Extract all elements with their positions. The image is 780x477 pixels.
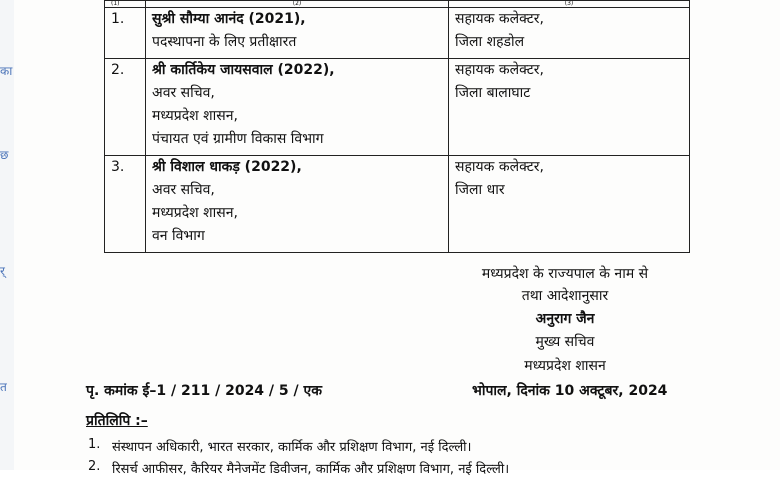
posting-district: जिला शहडोल bbox=[455, 34, 525, 50]
edge-fragment: त bbox=[0, 380, 7, 394]
copy-item-text: संस्थापन अधिकारी, भारत सरकार, कार्मिक और प्रशिक्षण विभाग, नई दिल्ली। bbox=[112, 440, 472, 455]
copy-list-item bbox=[88, 437, 472, 455]
serial-number: 1. bbox=[105, 8, 146, 59]
header-cell: (2) bbox=[146, 1, 449, 8]
officer-name: श्री कार्तिकेय जायसवाल (2022), bbox=[152, 62, 335, 78]
authority-line: तथा आदेशानुसार bbox=[521, 288, 609, 304]
posting-district: जिला बालाघाट bbox=[455, 85, 531, 101]
reference-number: पृ. कमांक ई–1 / 211 / 2024 / 5 / एक bbox=[86, 383, 323, 399]
edge-fragment: र् bbox=[0, 264, 5, 278]
posting-cell bbox=[449, 156, 690, 253]
officer-cell bbox=[146, 8, 449, 59]
place-date: भोपाल, दिनांक 10 अक्टूबर, 2024 bbox=[472, 383, 668, 399]
table-row bbox=[105, 59, 690, 156]
posting-designation: सहायक कलेक्टर, bbox=[455, 159, 544, 175]
left-page-edge bbox=[0, 0, 14, 470]
officer-name: श्री विशाल धाकड़ (2022), bbox=[152, 159, 302, 175]
edge-fragment: छ bbox=[0, 148, 9, 162]
signatory-name: अनुराग जैन bbox=[535, 311, 595, 327]
officer-name: सुश्री सौम्या आनंद (2021), bbox=[152, 11, 306, 27]
posting-cell bbox=[449, 8, 690, 59]
table-header-row bbox=[105, 1, 690, 8]
posting-designation: सहायक कलेक्टर, bbox=[455, 11, 544, 27]
copy-heading: प्रतिलिपि :– bbox=[86, 413, 148, 429]
table-row bbox=[105, 156, 690, 253]
header-cell: (1) bbox=[105, 1, 146, 8]
header-cell: (3) bbox=[449, 1, 690, 8]
officer-detail: पंचायत एवं ग्रामीण विकास विभाग bbox=[152, 131, 324, 147]
copy-item-number: 2. bbox=[88, 459, 101, 474]
posting-table bbox=[104, 0, 690, 253]
copy-item-number: 1. bbox=[88, 437, 101, 452]
officer-detail: मध्यप्रदेश शासन, bbox=[152, 108, 238, 124]
posting-cell bbox=[449, 59, 690, 156]
copy-list-item bbox=[88, 459, 510, 477]
signatory-designation: मुख्य सचिव bbox=[535, 334, 595, 350]
signatory-office: मध्यप्रदेश शासन bbox=[524, 358, 606, 374]
officer-detail: पदस्थापना के लिए प्रतीक्षारत bbox=[152, 34, 297, 50]
officer-cell bbox=[146, 59, 449, 156]
officer-detail: वन विभाग bbox=[152, 228, 205, 244]
posting-district: जिला धार bbox=[455, 182, 505, 198]
officer-detail: मध्यप्रदेश शासन, bbox=[152, 205, 238, 221]
posting-designation: सहायक कलेक्टर, bbox=[455, 62, 544, 78]
copy-item-text: रिसर्च आफीसर, कैरियर मैनेजमेंट डिवीजन, कार्मिक और प्रशिक्षण विभाग, नई दिल्ली। bbox=[112, 462, 510, 477]
officer-detail: अवर सचिव, bbox=[152, 85, 215, 101]
edge-fragment: का bbox=[0, 64, 13, 78]
officer-detail: अवर सचिव, bbox=[152, 182, 215, 198]
serial-number: 3. bbox=[105, 156, 146, 253]
authority-line: मध्यप्रदेश के राज्यपाल के नाम से bbox=[481, 266, 649, 282]
table-row bbox=[105, 8, 690, 59]
officer-cell bbox=[146, 156, 449, 253]
serial-number: 2. bbox=[105, 59, 146, 156]
